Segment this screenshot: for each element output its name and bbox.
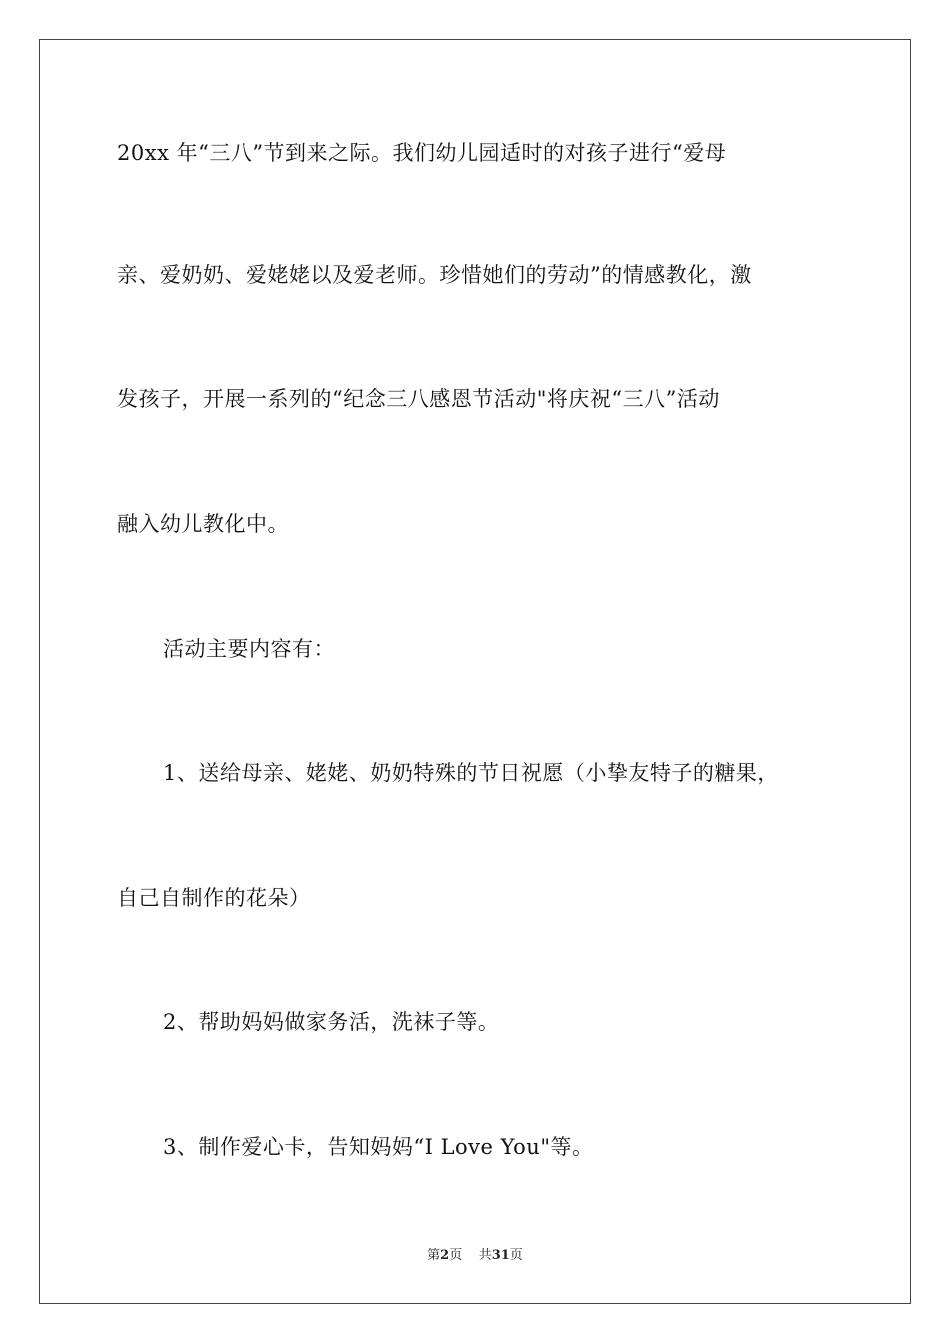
- footer-page-number: 2: [440, 1248, 450, 1263]
- list-item-line: 1、送给母亲、姥姥、奶奶特殊的节日祝愿（小挚友特子的糖果，: [163, 761, 779, 785]
- footer-total-pages: 31: [491, 1248, 510, 1263]
- paragraph-line: 20xx 年“三八”节到来之际。我们幼儿园适时的对孩子进行“爱母: [117, 141, 727, 165]
- paragraph-line: 亲、爱奶奶、爱姥姥以及爱老师。珍惜她们的劳动”的情感教化，激: [117, 263, 752, 287]
- list-item-line: 3、制作爱心卡，告知妈妈“I Love You"等。: [163, 1135, 594, 1159]
- list-item-line: 2、帮助妈妈做家务活，洗袜子等。: [163, 1010, 500, 1034]
- paragraph-line: 融入幼儿教化中。: [117, 512, 289, 536]
- footer-total-prefix: 共: [478, 1248, 492, 1263]
- list-item-line: 自己自制作的花朵）: [117, 886, 311, 910]
- footer-page-prefix: 第: [427, 1248, 441, 1263]
- page-footer: [0, 1246, 950, 1266]
- footer-page-suffix: 页: [449, 1248, 463, 1263]
- section-heading: 活动主要内容有：: [163, 637, 335, 661]
- footer-total-suffix: 页: [509, 1248, 523, 1263]
- page-border: [39, 39, 911, 1304]
- paragraph-line: 发孩子，开展一系列的“纪念三八感恩节活动"将庆祝“三八”活动: [117, 387, 720, 411]
